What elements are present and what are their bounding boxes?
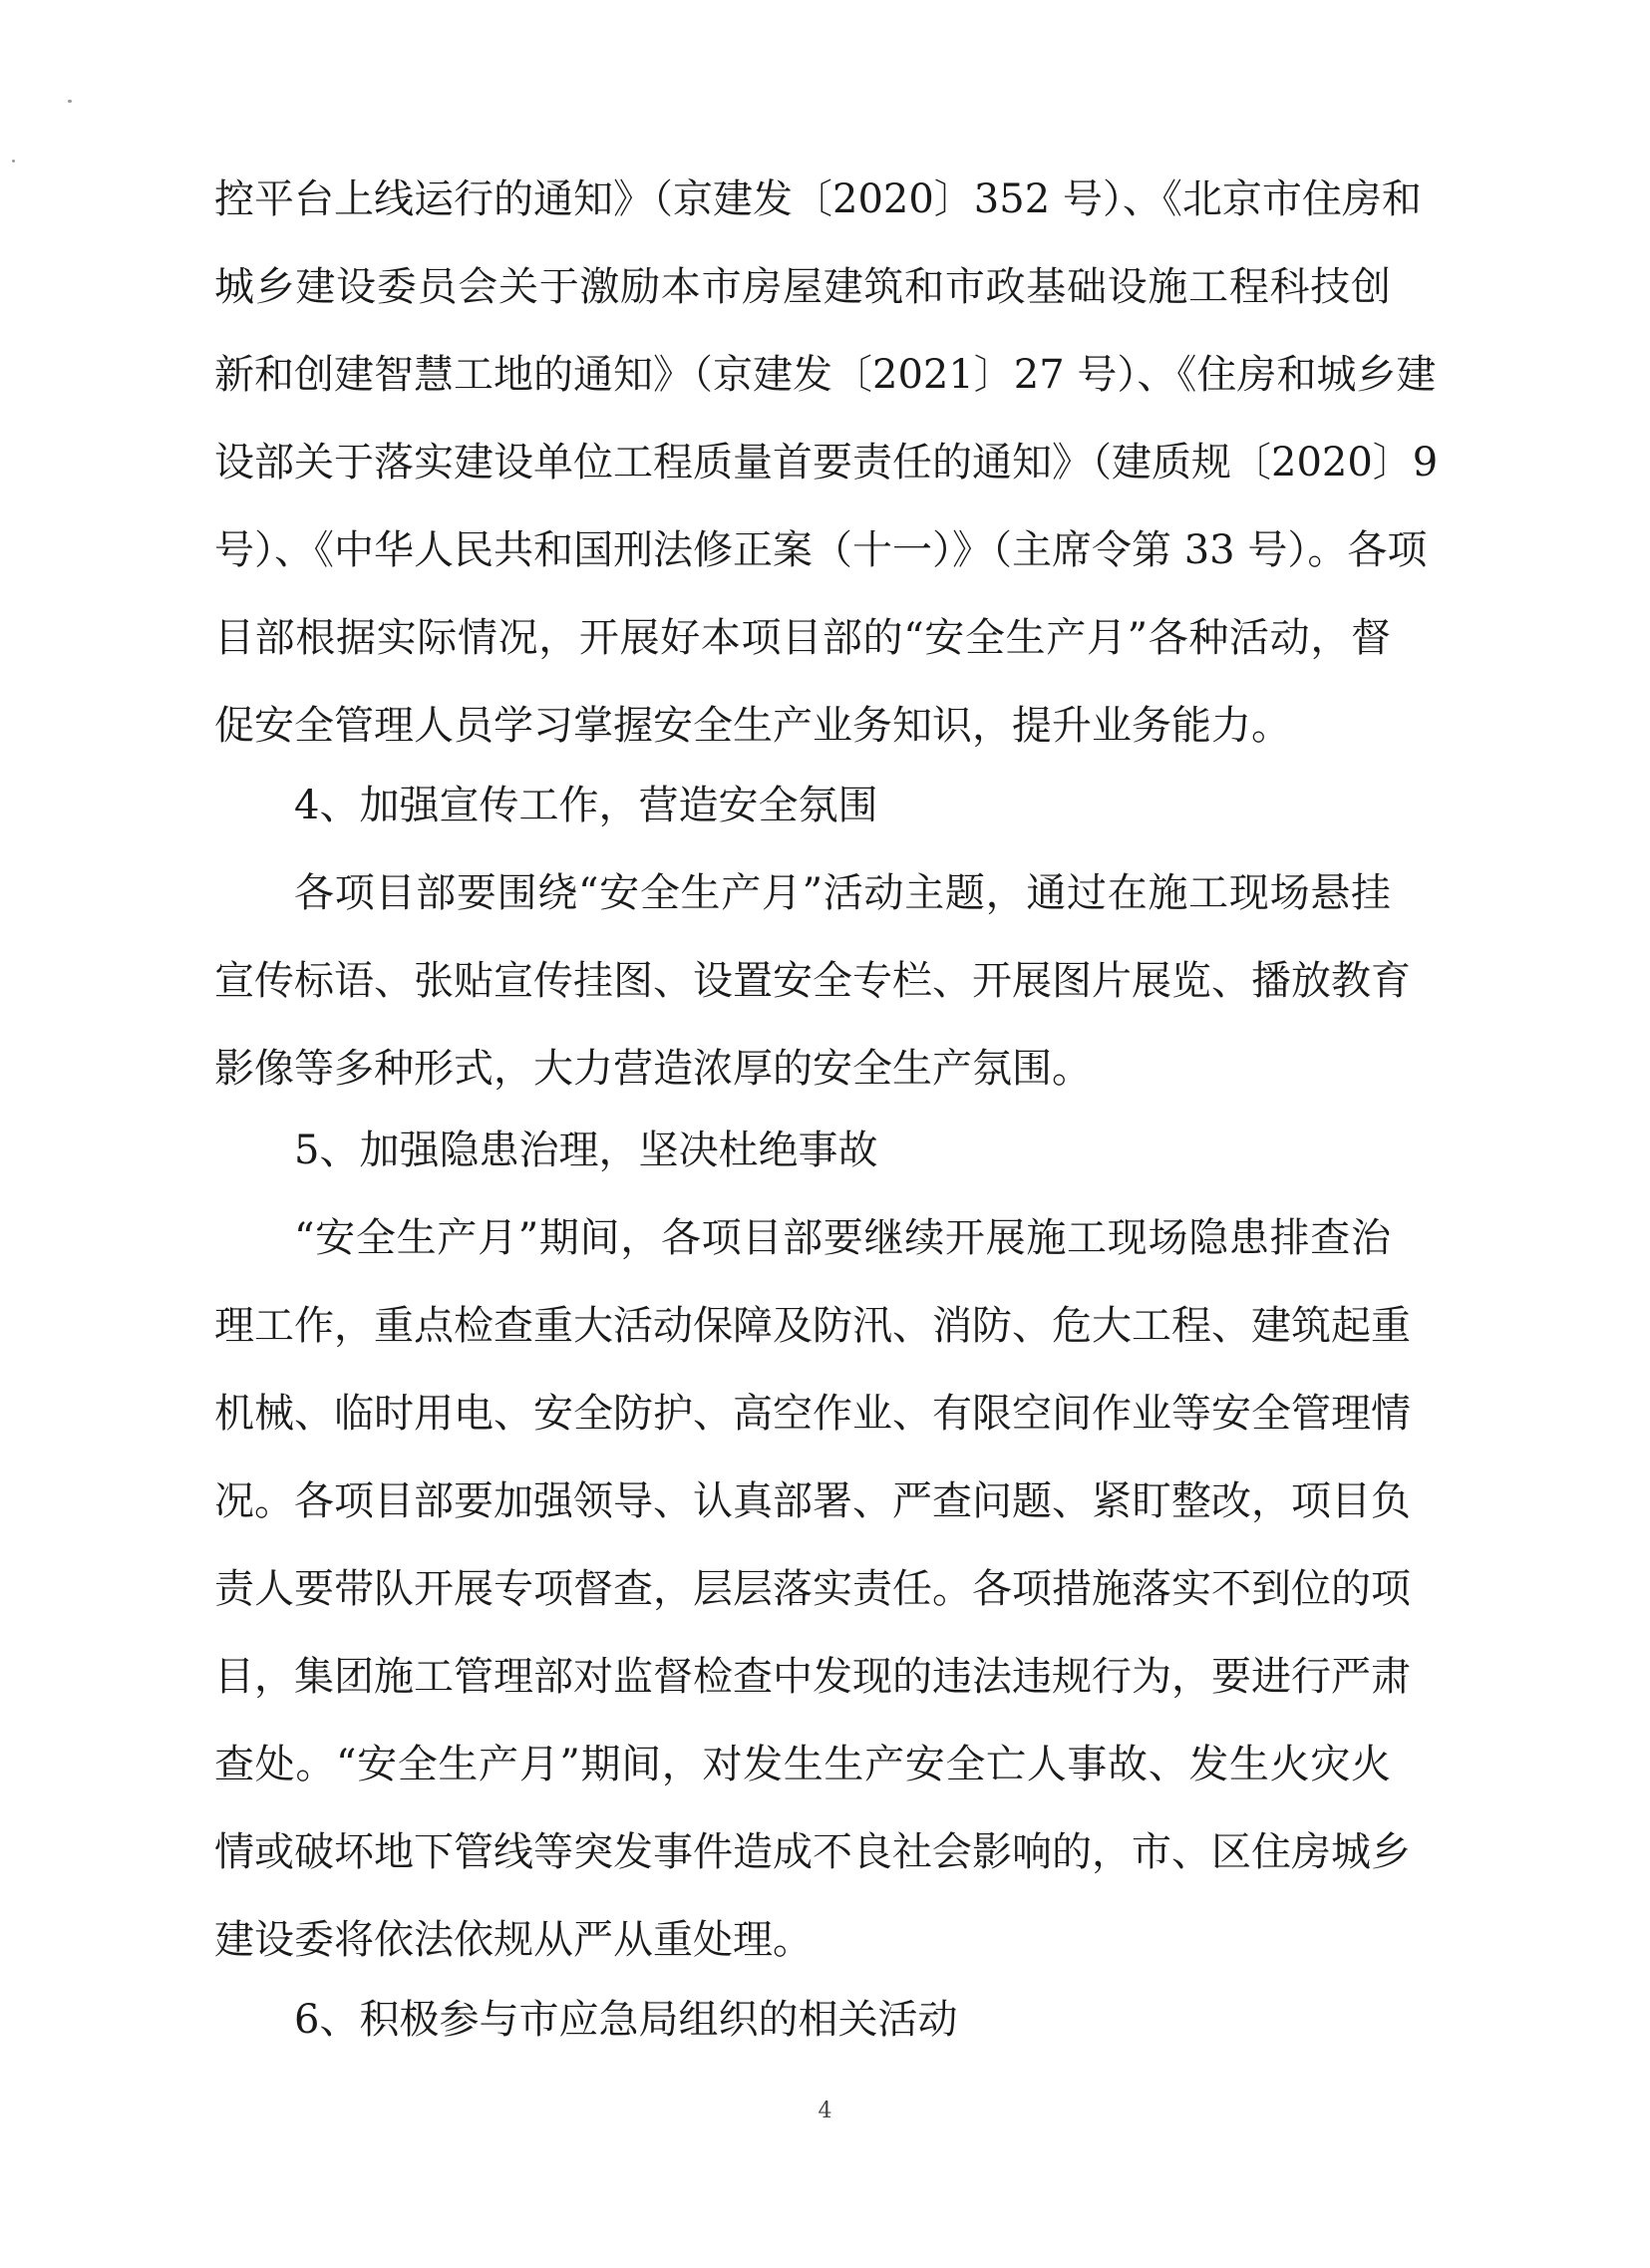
- text-line: 目，集团施工管理部对监督检查中发现的违法违规行为，要进行严肃: [214, 1654, 1411, 1700]
- text-line: 控平台上线运行的通知》（京建发〔2020〕352 号）、《北京市住房和: [214, 176, 1422, 222]
- text-line: 查处。“安全生产月”期间，对发生生产安全亡人事故、发生火灾火: [214, 1742, 1391, 1787]
- text-line: 影像等多种形式，大力营造浓厚的安全生产氛围。: [214, 1046, 1092, 1092]
- text-line: 宣传标语、张贴宣传挂图、设置安全专栏、开展图片展览、播放教育: [214, 958, 1411, 1004]
- scan-speck: [68, 100, 72, 103]
- text-line: 设部关于落实建设单位工程质量首要责任的通知》（建质规〔2020〕9: [214, 440, 1439, 486]
- text-line: 号）、《中华人民共和国刑法修正案（十一）》（主席令第 33 号）。各项: [214, 527, 1428, 573]
- text-line: 城乡建设委员会关于激励本市房屋建筑和市政基础设施工程科技创: [214, 264, 1391, 310]
- text-line: 新和创建智慧工地的通知》（京建发〔2021〕27 号）、《住房和城乡建: [214, 352, 1437, 398]
- text-line: 目部根据实际情况，开展好本项目部的“安全生产月”各种活动，督: [214, 615, 1391, 661]
- text-line: 责人要带队开展专项督查，层层落实责任。各项措施落实不到位的项: [214, 1566, 1411, 1612]
- text-line: 建设委将依法依规从严从重处理。: [214, 1917, 813, 1963]
- page-number: 4: [818, 2099, 832, 2123]
- section-heading: 6、积极参与市应急局组织的相关活动: [294, 1997, 958, 2043]
- text-line: 情或破坏地下管线等突发事件造成不良社会影响的，市、区住房城乡: [214, 1829, 1411, 1875]
- text-line: 促安全管理人员学习掌握安全生产业务知识，提升业务能力。: [214, 703, 1291, 749]
- text-line: 机械、临时用电、安全防护、高空作业、有限空间作业等安全管理情: [214, 1391, 1411, 1437]
- section-heading: 4、加强宣传工作，营造安全氛围: [294, 783, 878, 828]
- text-line: 理工作，重点检查重大活动保障及防汛、消防、危大工程、建筑起重: [214, 1303, 1411, 1349]
- text-line: “安全生产月”期间，各项目部要继续开展施工现场隐患排查治: [294, 1215, 1391, 1261]
- scan-speck: [12, 160, 15, 162]
- section-heading: 5、加强隐患治理，坚决杜绝事故: [294, 1128, 878, 1173]
- text-line: 况。各项目部要加强领导、认真部署、严查问题、紧盯整改，项目负: [214, 1478, 1411, 1524]
- text-line: 各项目部要围绕“安全生产月”活动主题，通过在施工现场悬挂: [294, 870, 1391, 916]
